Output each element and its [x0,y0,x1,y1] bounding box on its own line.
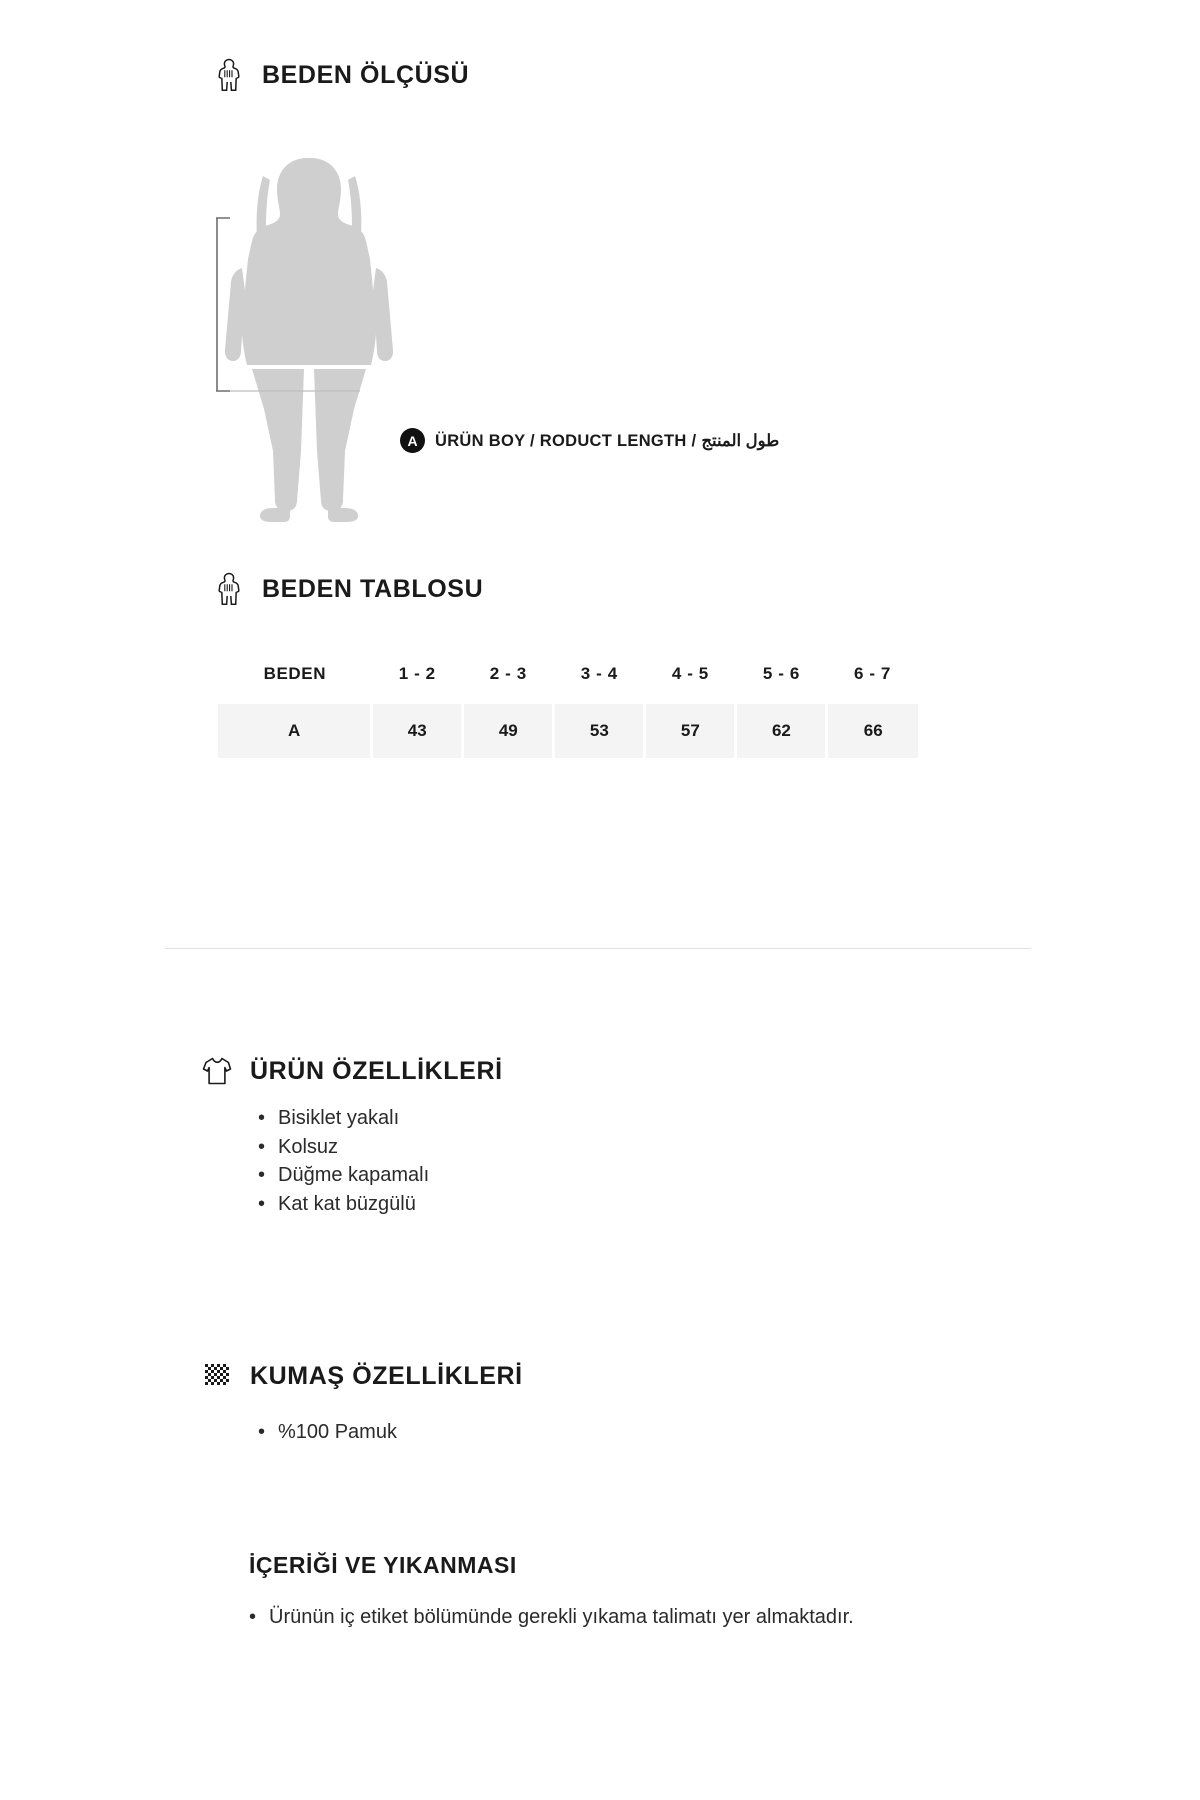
section-header-size-table [212,570,483,608]
measure-badge: A [400,428,425,453]
table-header-cell: 5 - 6 [762,664,800,683]
section-title-care: İÇERİĞİ VE YIKANMASI [249,1552,517,1578]
table-cell: 49 [463,704,554,758]
list-item: • Düğme kapamalı [258,1161,758,1190]
child-body-icon [212,56,246,94]
list-item: • Bisiklet yakalı [258,1104,758,1133]
section-header-product-features [200,1052,503,1090]
table-cell: 53 [554,704,645,758]
table-header-row [218,650,918,704]
section-title: KUMAŞ ÖZELLİKLERİ [250,1361,523,1390]
table-header-cell: 2 - 3 [489,664,527,683]
table-cell: 66 [827,704,918,758]
section-header-fabric-features [200,1357,523,1395]
table-header-cell: 1 - 2 [398,664,436,683]
section-divider [165,948,1031,949]
measure-label-a [400,428,779,453]
list-item: • Ürünün iç etiket bölümünde gerekli yıkama talimatı yer almaktadır. [249,1603,909,1632]
table-header-cell: 3 - 4 [580,664,618,683]
table-cell: 57 [645,704,736,758]
table-cell: 43 [372,704,463,758]
section-title: BEDEN TABLOSU [262,574,484,603]
measure-label-text: ÜRÜN BOY / RODUCT LENGTH / طول المنتج [435,431,780,450]
table-cell: A [218,704,372,758]
section-header-size-measure [212,56,469,94]
table-header-cell: 4 - 5 [671,664,709,683]
care-instructions-list [249,1603,909,1632]
tshirt-icon [200,1052,234,1090]
section-title: BEDEN ÖLÇÜSÜ [262,60,470,89]
product-features-list [258,1104,758,1218]
table-header-cell: 6 - 7 [853,664,891,683]
size-table [218,650,918,758]
list-item: • Kolsuz [258,1133,758,1162]
child-body-icon [212,570,246,608]
fabric-features-list [258,1418,758,1447]
section-title: ÜRÜN ÖZELLİKLERİ [250,1056,503,1085]
body-figure-diagram [212,128,832,528]
table-header-cell: BEDEN [263,664,327,683]
table-cell: 62 [736,704,827,758]
list-item: • Kat kat büzgülü [258,1190,758,1219]
fabric-swatch-icon [200,1357,234,1395]
table-row [218,704,918,758]
list-item: • %100 Pamuk [258,1418,758,1447]
